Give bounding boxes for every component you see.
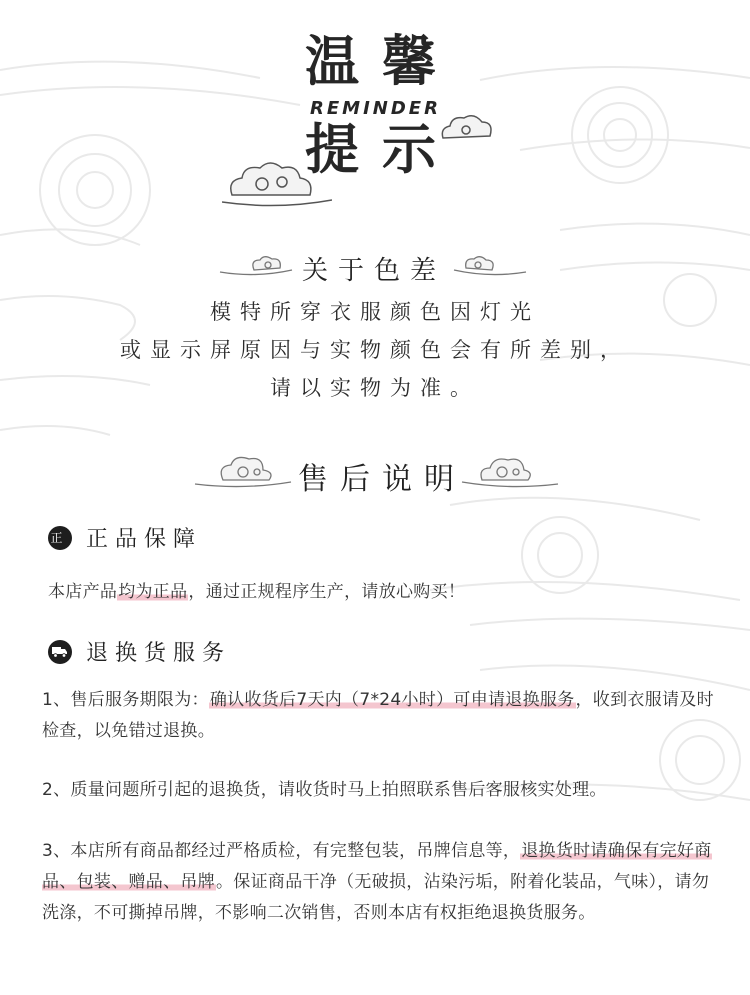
returns-item-3 (42, 836, 714, 929)
cloud-ornament-right (438, 108, 498, 148)
genuine-text-end: ，通过正规程序生产，请放心购买！ (188, 582, 466, 602)
returns-item-1 (42, 685, 714, 747)
genuine-heading-row (48, 522, 202, 553)
cloud-ornament-heading-left (218, 252, 294, 278)
truck-icon (48, 640, 72, 664)
returns-item-3-highlight: 退换货时请确保有完好商品、包装、赠品、吊牌 (42, 841, 712, 892)
cloud-ornament-aftersales-right (460, 450, 560, 490)
returns-item-3-suffix: 。保证商品干净（无破损，沾染污垢，附着化装品，气味），请勿洗涤，不可撕掉吊牌，不影响二次销售，否则本店有权拒绝退换货服务。 (42, 872, 710, 923)
returns-item-1-prefix: 1、售后服务期限为： (42, 690, 209, 710)
cloud-ornament-aftersales-left (193, 450, 293, 490)
color-diff-line-1: 模特所穿衣服颜色因灯光 (210, 300, 540, 324)
returns-item-3-prefix: 3、本店所有商品都经过严格质检，有完整包装，吊牌信息等， (42, 841, 521, 861)
title-char-4: 示 (382, 117, 436, 181)
returns-item-2: 2、质量问题所引起的退换货，请收货时马上拍照联系售后客服核实处理。 (42, 780, 607, 800)
color-diff-heading: 关于色差 (302, 256, 447, 286)
after-sales-heading: 售后说明 (298, 462, 466, 497)
genuine-heading: 正品保障 (86, 527, 203, 552)
returns-item-1-suffix: ，收到衣服请及时检查，以免错过退换。 (42, 690, 714, 741)
seal-icon (48, 526, 72, 550)
title-char-2: 馨 (382, 29, 436, 93)
genuine-text-highlight: 均为正品 (118, 582, 188, 602)
cloud-ornament-left (222, 150, 332, 210)
title-char-3: 提 (305, 117, 359, 181)
genuine-text (48, 577, 720, 608)
color-diff-line-3: 请以实物为准。 (270, 376, 480, 400)
title-char-1: 温 (305, 29, 359, 93)
reminder-subtitle: REMINDER (310, 98, 441, 119)
genuine-text-start: 本店产品 (48, 582, 118, 602)
returns-heading-row (48, 636, 231, 667)
returns-item-1-highlight: 确认收货后7天内（7*24小时）可申请退换服务 (209, 690, 575, 710)
seal-icon-glyph: 正 (50, 530, 70, 545)
returns-heading: 退换货服务 (86, 641, 232, 666)
cloud-ornament-heading-right (452, 252, 528, 278)
color-diff-line-2: 或显示屏原因与实物颜色会有所差别， (120, 338, 630, 362)
